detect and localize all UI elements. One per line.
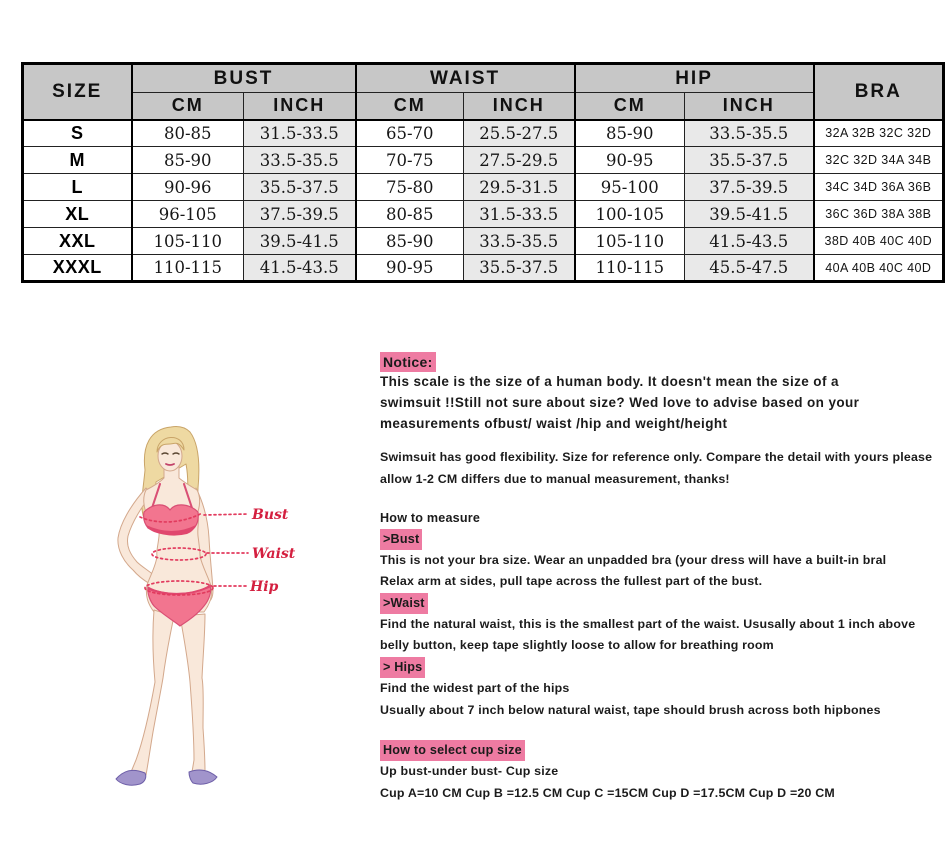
how-to-measure-heading: How to measure	[380, 510, 481, 525]
table-row-xxxl	[23, 255, 944, 282]
right-leg	[180, 614, 205, 772]
cell-hip-inch: 41.5-43.5	[685, 228, 814, 255]
hips-heading-text: > Hips	[380, 657, 425, 678]
cell-hip-inch: 33.5-35.5	[685, 120, 814, 147]
face-mouth	[166, 464, 174, 465]
cell-waist-cm: 70-75	[356, 147, 464, 174]
cell-waist-cm: 90-95	[356, 255, 464, 282]
bust-instruction-line: This is not your bra size. Wear an unpadded bra (your dress will have a built-in bral	[380, 552, 887, 567]
cup-heading-text: How to select cup size	[380, 740, 525, 761]
right-shoe	[189, 770, 217, 784]
cell-bust-cm: 80-85	[132, 120, 244, 147]
cell-waist-inch: 35.5-37.5	[464, 255, 575, 282]
bust-label: Bust	[252, 507, 289, 523]
cell-size: S	[23, 120, 132, 147]
flexibility-line: Swimsuit has good flexibility. Size for reference only. Compare the detail with yours please	[380, 450, 933, 465]
bust-heading-text: >Bust	[380, 529, 422, 550]
cup-instruction-line: Cup A=10 CM Cup B =12.5 CM Cup C =15CM Cup D =17.5CM Cup D =20 CM	[380, 785, 835, 800]
waist-instruction-line: Find the natural waist, this is the smallest part of the waist. Ususally about 1 inch above	[380, 616, 916, 631]
waist-label: Waist	[252, 546, 296, 562]
notice-line: swimsuit !!Still not sure about size? Wed love to advise based on your	[380, 394, 860, 410]
cell-bust-cm: 85-90	[132, 147, 244, 174]
cell-bra: 34C 34D 36A 36B	[814, 174, 944, 201]
waist-section-heading	[380, 593, 936, 614]
cell-waist-inch: 33.5-35.5	[464, 228, 575, 255]
cup-instruction-line: Up bust-under bust- Cup size	[380, 764, 559, 779]
cell-hip-cm: 100-105	[575, 201, 685, 228]
cell-bra: 32A 32B 32C 32D	[814, 120, 944, 147]
cell-bra: 40A 40B 40C 40D	[814, 255, 944, 282]
figure-illustration-svg	[100, 420, 390, 820]
waist-heading-text: >Waist	[380, 593, 428, 614]
cell-hip-cm: 110-115	[575, 255, 685, 282]
header-bra: BRA	[814, 64, 944, 120]
cell-bra: 38D 40B 40C 40D	[814, 228, 944, 255]
left-leg	[131, 610, 174, 775]
cell-hip-inch: 37.5-39.5	[685, 174, 814, 201]
cell-waist-inch: 25.5-27.5	[464, 120, 575, 147]
bust-section-heading	[380, 529, 936, 550]
hip-label: Hip	[250, 579, 279, 595]
header-waist-inch: INCH	[464, 93, 575, 120]
size-chart-table	[21, 62, 945, 283]
cell-size: L	[23, 174, 132, 201]
cell-hip-inch: 45.5-47.5	[685, 255, 814, 282]
header-waist: WAIST	[356, 64, 575, 93]
table-row-l	[23, 174, 944, 201]
header-hip-inch: INCH	[685, 93, 814, 120]
cell-hip-inch: 39.5-41.5	[685, 201, 814, 228]
cell-bust-inch: 33.5-35.5	[244, 147, 356, 174]
cell-size: XL	[23, 201, 132, 228]
notice-heading-text: Notice:	[380, 352, 436, 372]
notice-line: measurements ofbust/ waist /hip and weight/height	[380, 415, 728, 431]
header-size: SIZE	[23, 64, 132, 120]
table-row-xxl	[23, 228, 944, 255]
bust-instruction-line: Relax arm at sides, pull tape across the fullest part of the bust.	[380, 574, 763, 589]
cell-bra: 36C 36D 38A 38B	[814, 201, 944, 228]
header-waist-cm: CM	[356, 93, 464, 120]
hips-section-heading	[380, 657, 936, 678]
hips-instruction-line: Find the widest part of the hips	[380, 680, 570, 695]
cell-bust-cm: 96-105	[132, 201, 244, 228]
cell-waist-inch: 29.5-31.5	[464, 174, 575, 201]
cell-hip-inch: 35.5-37.5	[685, 147, 814, 174]
header-bust-cm: CM	[132, 93, 244, 120]
cell-hip-cm: 85-90	[575, 120, 685, 147]
cell-bust-inch: 41.5-43.5	[244, 255, 356, 282]
cell-bust-cm: 90-96	[132, 174, 244, 201]
cell-bust-inch: 39.5-41.5	[244, 228, 356, 255]
flexibility-line: allow 1-2 CM differs due to manual measurement, thanks!	[380, 471, 730, 486]
cell-hip-cm: 95-100	[575, 174, 685, 201]
cell-bust-cm: 105-110	[132, 228, 244, 255]
cell-bust-inch: 37.5-39.5	[244, 201, 356, 228]
cell-waist-inch: 31.5-33.5	[464, 201, 575, 228]
cell-size: XXXL	[23, 255, 132, 282]
cell-waist-cm: 75-80	[356, 174, 464, 201]
table-row-xl	[23, 201, 944, 228]
notice-line: This scale is the size of a human body. It doesn't mean the size of a	[380, 374, 839, 389]
cell-bra: 32C 32D 34A 34B	[814, 147, 944, 174]
hips-instruction-line: Usually about 7 inch below natural waist, tape should brush across both hipbones	[380, 702, 881, 717]
cell-bust-inch: 35.5-37.5	[244, 174, 356, 201]
table-row-m	[23, 147, 944, 174]
cell-size: XXL	[23, 228, 132, 255]
left-shoe	[116, 770, 146, 785]
cell-waist-cm: 80-85	[356, 201, 464, 228]
waist-instruction-line: belly button, keep tape slightly loose to allow for breathing room	[380, 638, 774, 653]
header-bust: BUST	[132, 64, 356, 93]
header-hip: HIP	[575, 64, 814, 93]
cell-waist-cm: 65-70	[356, 120, 464, 147]
bust-leader-line	[204, 514, 248, 515]
cell-bust-cm: 110-115	[132, 255, 244, 282]
cup-size-heading	[380, 740, 936, 761]
cell-bust-inch: 31.5-33.5	[244, 120, 356, 147]
notice-heading	[380, 352, 936, 372]
header-bust-inch: INCH	[244, 93, 356, 120]
notes-column	[380, 352, 936, 804]
cell-waist-cm: 85-90	[356, 228, 464, 255]
cell-hip-cm: 90-95	[575, 147, 685, 174]
table-row-s	[23, 120, 944, 147]
cell-size: M	[23, 147, 132, 174]
header-hip-cm: CM	[575, 93, 685, 120]
cell-hip-cm: 105-110	[575, 228, 685, 255]
measurement-figure	[100, 420, 390, 820]
cell-waist-inch: 27.5-29.5	[464, 147, 575, 174]
